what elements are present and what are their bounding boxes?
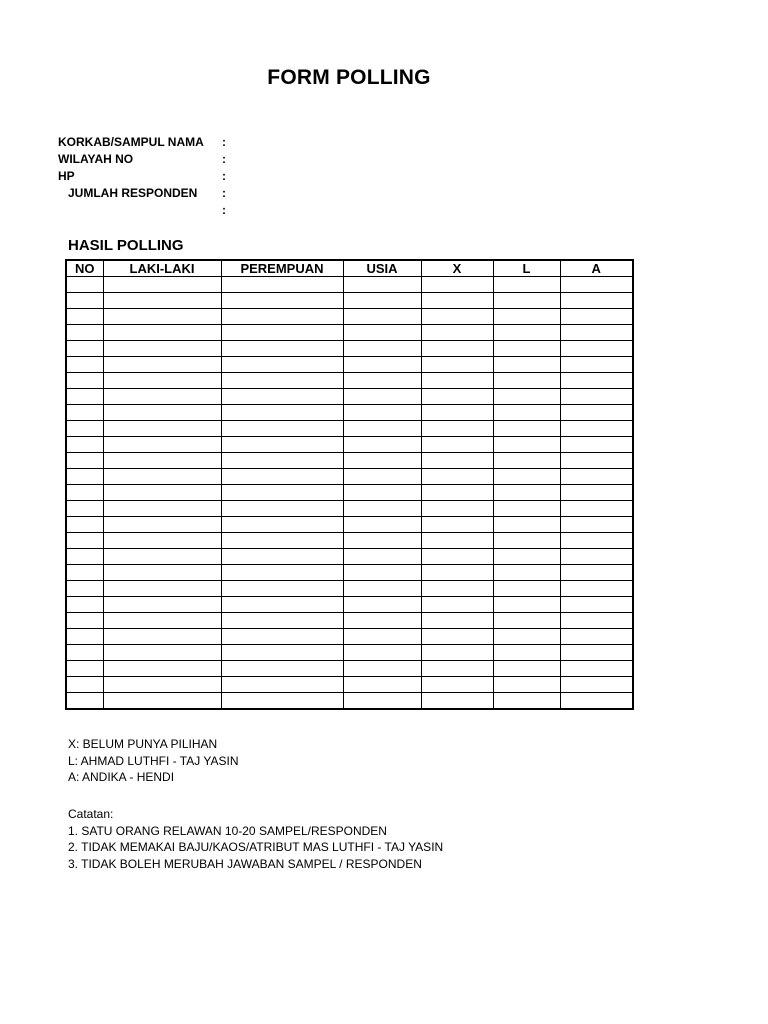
table-cell[interactable] — [66, 645, 103, 661]
table-cell[interactable] — [221, 357, 343, 373]
table-cell[interactable] — [103, 661, 221, 677]
table-cell[interactable] — [103, 581, 221, 597]
table-row — [66, 597, 633, 613]
column-header-perempuan: PEREMPUAN — [221, 260, 343, 277]
table-cell[interactable] — [493, 629, 560, 645]
table-cell[interactable] — [103, 293, 221, 309]
table-cell[interactable] — [421, 437, 493, 453]
table-cell[interactable] — [343, 485, 421, 501]
table-row — [66, 693, 633, 710]
table-cell[interactable] — [343, 533, 421, 549]
table-cell[interactable] — [221, 309, 343, 325]
table-cell[interactable] — [221, 373, 343, 389]
table-cell[interactable] — [560, 693, 633, 710]
legend-item-l: L: AHMAD LUTHFI - TAJ YASIN — [68, 753, 239, 768]
table-cell[interactable] — [343, 581, 421, 597]
table-cell[interactable] — [493, 517, 560, 533]
table-row — [66, 341, 633, 357]
legend — [68, 736, 238, 786]
table-row — [66, 373, 633, 389]
info-colon: : — [222, 186, 226, 200]
table-cell[interactable] — [493, 677, 560, 693]
table-cell[interactable] — [221, 629, 343, 645]
section-title: HASIL POLLING — [68, 237, 184, 254]
info-colon: : — [222, 135, 226, 149]
table-cell[interactable] — [560, 309, 633, 325]
table-row — [66, 645, 633, 661]
table-cell[interactable] — [343, 389, 421, 405]
table-cell[interactable] — [66, 357, 103, 373]
info-colon: : — [222, 169, 226, 183]
table-cell[interactable] — [343, 405, 421, 421]
table-cell[interactable] — [493, 469, 560, 485]
column-header-l: L — [493, 260, 560, 277]
table-row — [66, 501, 633, 517]
table-cell[interactable] — [221, 613, 343, 629]
table-cell[interactable] — [421, 533, 493, 549]
table-cell[interactable] — [560, 341, 633, 357]
table-cell[interactable] — [221, 405, 343, 421]
table-cell[interactable] — [343, 517, 421, 533]
table-cell[interactable] — [493, 453, 560, 469]
table-cell[interactable] — [421, 277, 493, 293]
table-cell[interactable] — [343, 453, 421, 469]
table-cell[interactable] — [221, 645, 343, 661]
table-cell[interactable] — [66, 533, 103, 549]
table-cell[interactable] — [560, 645, 633, 661]
table-cell[interactable] — [343, 613, 421, 629]
form-title: FORM POLLING — [267, 66, 431, 89]
table-cell[interactable] — [103, 501, 221, 517]
table-cell[interactable] — [343, 357, 421, 373]
table-cell[interactable] — [103, 309, 221, 325]
table-cell[interactable] — [421, 341, 493, 357]
table-cell[interactable] — [560, 501, 633, 517]
table-cell[interactable] — [560, 453, 633, 469]
table-cell[interactable] — [421, 645, 493, 661]
table-cell[interactable] — [221, 277, 343, 293]
table-cell[interactable] — [103, 693, 221, 710]
table-cell[interactable] — [560, 581, 633, 597]
table-cell[interactable] — [221, 325, 343, 341]
table-cell[interactable] — [221, 437, 343, 453]
column-header-a: A — [560, 260, 633, 277]
note-item: 2. TIDAK MEMAKAI BAJU/KAOS/ATRIBUT MAS LUTHFI - TAJ YASIN — [68, 840, 444, 855]
table-cell[interactable] — [560, 485, 633, 501]
table-cell[interactable] — [221, 341, 343, 357]
table-cell[interactable] — [66, 405, 103, 421]
table-cell[interactable] — [421, 693, 493, 710]
table-cell[interactable] — [221, 661, 343, 677]
table-cell[interactable] — [103, 405, 221, 421]
table-cell[interactable] — [493, 437, 560, 453]
table-cell[interactable] — [493, 405, 560, 421]
table-cell[interactable] — [493, 309, 560, 325]
table-header-row — [66, 260, 633, 277]
table-cell[interactable] — [66, 677, 103, 693]
table-cell[interactable] — [103, 389, 221, 405]
info-colon: : — [222, 203, 226, 217]
table-cell[interactable] — [421, 549, 493, 565]
table-cell[interactable] — [560, 613, 633, 629]
table-cell[interactable] — [560, 437, 633, 453]
table-row — [66, 549, 633, 565]
table-cell[interactable] — [493, 501, 560, 517]
table-cell[interactable] — [421, 373, 493, 389]
column-header-x: X — [421, 260, 493, 277]
table-row — [66, 357, 633, 373]
table-cell[interactable] — [421, 565, 493, 581]
table-cell[interactable] — [493, 389, 560, 405]
table-cell[interactable] — [103, 549, 221, 565]
table-cell[interactable] — [343, 421, 421, 437]
table-cell[interactable] — [221, 389, 343, 405]
table-cell[interactable] — [560, 405, 633, 421]
table-cell[interactable] — [221, 453, 343, 469]
table-cell[interactable] — [560, 517, 633, 533]
table-cell[interactable] — [493, 645, 560, 661]
column-header-no: NO — [66, 260, 103, 277]
table-cell[interactable] — [343, 661, 421, 677]
table-cell[interactable] — [560, 629, 633, 645]
table-row — [66, 389, 633, 405]
table-cell[interactable] — [66, 613, 103, 629]
table-row — [66, 405, 633, 421]
table-cell[interactable] — [493, 581, 560, 597]
table-cell[interactable] — [560, 661, 633, 677]
table-cell[interactable] — [221, 565, 343, 581]
column-header-laki-laki: LAKI-LAKI — [103, 260, 221, 277]
table-row — [66, 517, 633, 533]
table-cell[interactable] — [221, 485, 343, 501]
table-cell[interactable] — [343, 501, 421, 517]
table-row — [66, 293, 633, 309]
table-cell[interactable] — [560, 357, 633, 373]
table-cell[interactable] — [493, 277, 560, 293]
table-cell[interactable] — [103, 629, 221, 645]
table-cell[interactable] — [421, 485, 493, 501]
table-row — [66, 309, 633, 325]
table-cell[interactable] — [343, 629, 421, 645]
note-item: 3. TIDAK BOLEH MERUBAH JAWABAN SAMPEL / RESPONDEN — [68, 856, 422, 871]
table-row — [66, 677, 633, 693]
table-cell[interactable] — [560, 469, 633, 485]
table-cell[interactable] — [221, 549, 343, 565]
table-cell[interactable] — [421, 325, 493, 341]
info-label: HP — [58, 169, 75, 183]
info-label: KORKAB/SAMPUL NAMA — [58, 135, 204, 149]
table-cell[interactable] — [421, 613, 493, 629]
table-cell[interactable] — [343, 597, 421, 613]
table-cell[interactable] — [560, 373, 633, 389]
info-label: WILAYAH NO — [58, 152, 134, 166]
table-cell[interactable] — [221, 597, 343, 613]
table-row — [66, 661, 633, 677]
table-cell[interactable] — [66, 277, 103, 293]
table-cell[interactable] — [493, 661, 560, 677]
table-row — [66, 533, 633, 549]
table-cell[interactable] — [66, 469, 103, 485]
table-cell[interactable] — [103, 421, 221, 437]
table-cell[interactable] — [421, 469, 493, 485]
table-cell[interactable] — [66, 597, 103, 613]
table-cell[interactable] — [493, 357, 560, 373]
table-cell[interactable] — [343, 277, 421, 293]
table-cell[interactable] — [66, 693, 103, 710]
polling-table — [65, 259, 634, 710]
table-cell[interactable] — [421, 357, 493, 373]
table-body — [66, 277, 633, 710]
table-cell[interactable] — [560, 389, 633, 405]
table-cell[interactable] — [560, 293, 633, 309]
table-cell[interactable] — [103, 565, 221, 581]
table-cell[interactable] — [560, 325, 633, 341]
table-cell[interactable] — [493, 597, 560, 613]
table-cell[interactable] — [493, 341, 560, 357]
table-cell[interactable] — [421, 629, 493, 645]
table-row — [66, 325, 633, 341]
table-cell[interactable] — [221, 693, 343, 710]
table-cell[interactable] — [66, 453, 103, 469]
table-cell[interactable] — [103, 533, 221, 549]
info-label: JUMLAH RESPONDEN — [68, 186, 198, 200]
table-cell[interactable] — [66, 581, 103, 597]
table-row — [66, 421, 633, 437]
table-cell[interactable] — [103, 373, 221, 389]
table-cell[interactable] — [66, 437, 103, 453]
table-cell[interactable] — [493, 533, 560, 549]
table-cell[interactable] — [560, 533, 633, 549]
table-cell[interactable] — [421, 421, 493, 437]
table-cell[interactable] — [560, 277, 633, 293]
table-row — [66, 613, 633, 629]
table-cell[interactable] — [343, 677, 421, 693]
table-cell[interactable] — [343, 469, 421, 485]
table-cell[interactable] — [103, 341, 221, 357]
table-cell[interactable] — [66, 565, 103, 581]
table-cell[interactable] — [66, 421, 103, 437]
table-cell[interactable] — [343, 293, 421, 309]
table-row — [66, 469, 633, 485]
table-cell[interactable] — [343, 325, 421, 341]
legend-item-a: A: ANDIKA - HENDI — [68, 770, 175, 785]
table-cell[interactable] — [421, 581, 493, 597]
table-row — [66, 485, 633, 501]
table-cell[interactable] — [103, 517, 221, 533]
table-cell[interactable] — [421, 405, 493, 421]
table-cell[interactable] — [560, 565, 633, 581]
table-cell[interactable] — [421, 661, 493, 677]
info-colon: : — [222, 152, 226, 166]
table-row — [66, 565, 633, 581]
table-cell[interactable] — [343, 373, 421, 389]
table-cell[interactable] — [421, 309, 493, 325]
table-cell[interactable] — [343, 693, 421, 710]
table-row — [66, 629, 633, 645]
table-cell[interactable] — [103, 277, 221, 293]
table-cell[interactable] — [66, 389, 103, 405]
table-cell[interactable] — [103, 469, 221, 485]
table-cell[interactable] — [421, 389, 493, 405]
table-row — [66, 581, 633, 597]
table-cell[interactable] — [560, 597, 633, 613]
table-cell[interactable] — [103, 453, 221, 469]
table-cell[interactable] — [221, 469, 343, 485]
table-cell[interactable] — [493, 421, 560, 437]
table-cell[interactable] — [221, 501, 343, 517]
table-cell[interactable] — [66, 293, 103, 309]
table-cell[interactable] — [493, 693, 560, 710]
table-cell[interactable] — [103, 645, 221, 661]
table-cell[interactable] — [221, 533, 343, 549]
table-cell[interactable] — [66, 501, 103, 517]
table-cell[interactable] — [493, 373, 560, 389]
table-cell[interactable] — [103, 597, 221, 613]
table-cell[interactable] — [343, 645, 421, 661]
table-cell[interactable] — [66, 629, 103, 645]
table-cell[interactable] — [66, 661, 103, 677]
table-cell[interactable] — [66, 341, 103, 357]
table-cell[interactable] — [221, 517, 343, 533]
table-cell[interactable] — [66, 373, 103, 389]
table-cell[interactable] — [421, 293, 493, 309]
table-cell[interactable] — [103, 437, 221, 453]
table-cell[interactable] — [66, 309, 103, 325]
table-cell[interactable] — [103, 677, 221, 693]
table-cell[interactable] — [421, 677, 493, 693]
table-cell[interactable] — [343, 565, 421, 581]
table-cell[interactable] — [103, 485, 221, 501]
table-cell[interactable] — [66, 517, 103, 533]
table-cell[interactable] — [343, 309, 421, 325]
table-cell[interactable] — [493, 613, 560, 629]
table-cell[interactable] — [493, 565, 560, 581]
table-cell[interactable] — [66, 325, 103, 341]
note-item: 1. SATU ORANG RELAWAN 10-20 SAMPEL/RESPONDEN — [68, 823, 387, 838]
legend-item-x: X: BELUM PUNYA PILIHAN — [68, 737, 218, 751]
table-row — [66, 453, 633, 469]
table-cell[interactable] — [493, 293, 560, 309]
table-cell[interactable] — [103, 357, 221, 373]
notes-heading: Catatan: — [68, 807, 114, 821]
table-cell[interactable] — [421, 501, 493, 517]
table-cell[interactable] — [493, 485, 560, 501]
table-row — [66, 437, 633, 453]
table-cell[interactable] — [560, 549, 633, 565]
table-cell[interactable] — [560, 677, 633, 693]
table-cell[interactable] — [103, 325, 221, 341]
notes — [68, 806, 443, 872]
table-cell[interactable] — [421, 597, 493, 613]
table-cell[interactable] — [493, 549, 560, 565]
table-cell[interactable] — [343, 549, 421, 565]
column-header-usia: USIA — [343, 260, 421, 277]
table-cell[interactable] — [421, 453, 493, 469]
table-cell[interactable] — [221, 677, 343, 693]
table-cell[interactable] — [221, 293, 343, 309]
table-cell[interactable] — [343, 437, 421, 453]
table-cell[interactable] — [221, 581, 343, 597]
table-cell[interactable] — [343, 341, 421, 357]
table-row — [66, 277, 633, 293]
table-cell[interactable] — [103, 613, 221, 629]
table-cell[interactable] — [221, 421, 343, 437]
table-cell[interactable] — [66, 549, 103, 565]
table-cell[interactable] — [66, 485, 103, 501]
table-cell[interactable] — [493, 325, 560, 341]
table-cell[interactable] — [560, 421, 633, 437]
table-cell[interactable] — [421, 517, 493, 533]
